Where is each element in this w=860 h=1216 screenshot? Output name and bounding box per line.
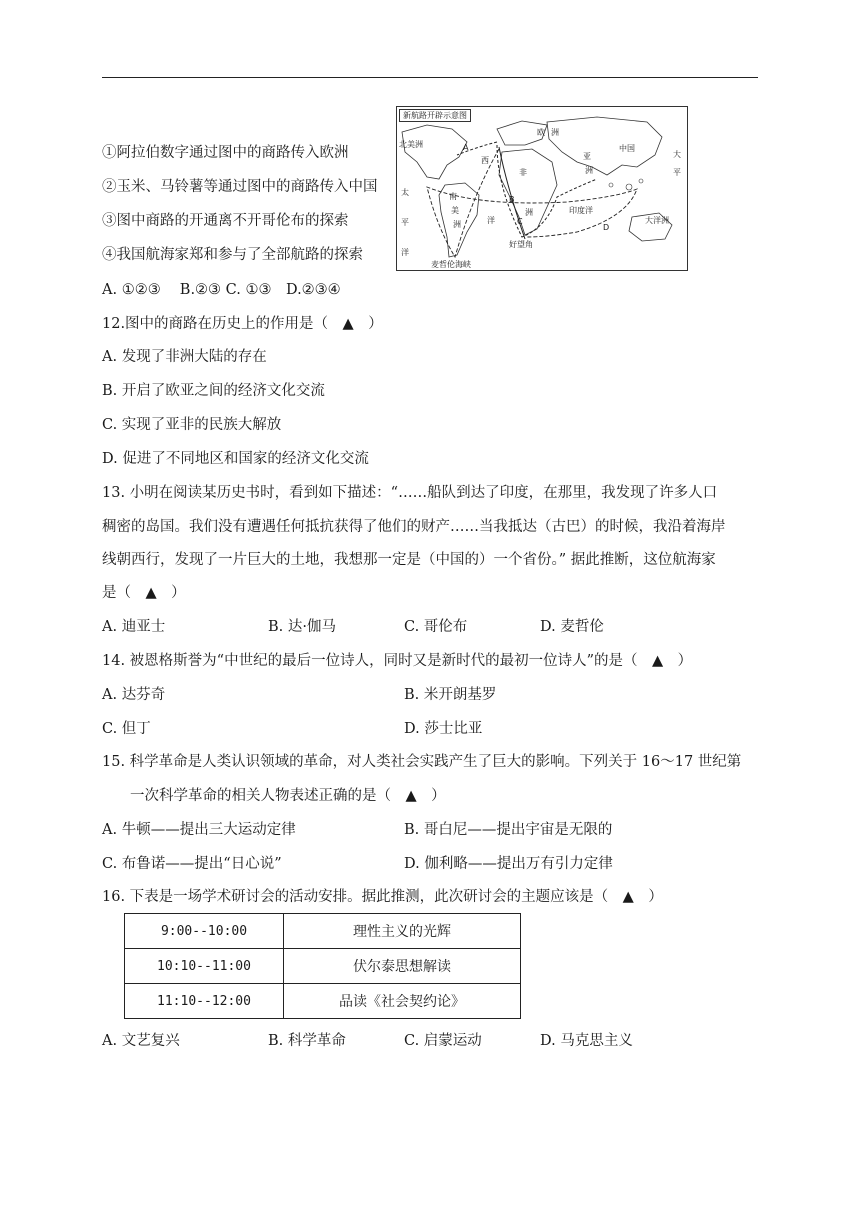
- map-route-c: C: [517, 217, 523, 226]
- table-row: [125, 949, 521, 984]
- q16-stem: 16. 下表是一场学术研讨会的活动安排。据此推测，此次研讨会的主题应该是（ ▲ ）: [102, 889, 663, 905]
- map-label-indian-ocean: 印度洋: [569, 206, 593, 215]
- q13-option-b: B. 达·伽马: [268, 619, 336, 635]
- statement-3: ③图中商路的开通离不开哥伦布的探索: [102, 213, 349, 229]
- map-label-africa-2: 洲: [525, 208, 533, 217]
- q13-option-a: A. 迪亚士: [102, 619, 166, 635]
- q16-option-a: A. 文艺复兴: [102, 1033, 180, 1049]
- q14-option-a: A. 达芬奇: [102, 687, 166, 703]
- map-label-south-1: 南: [449, 192, 457, 201]
- q15-option-b: B. 哥白尼——提出宇宙是无限的: [404, 822, 613, 838]
- map-label-pacific-2: 平: [401, 218, 409, 227]
- map-label-europe-2: 洲: [551, 128, 559, 137]
- schedule-topic: 品读《社会契约论》: [284, 984, 521, 1019]
- q16-option-b: B. 科学革命: [268, 1033, 346, 1049]
- map-label-north-america: 北美洲: [399, 140, 423, 149]
- q13-line-1: 13. 小明在阅读某历史书时，看到如下描述：“……船队到达了印度，在那里，我发现了许多人口: [102, 485, 718, 501]
- map-title: 新航路开辟示意图: [399, 109, 471, 122]
- map-label-europe-1: 欧: [537, 128, 545, 137]
- q13-option-d: D. 麦哲伦: [540, 619, 604, 635]
- q13-line-3: 线朝西行，发现了一片巨大的土地，我想那一定是（中国的）一个省份。” 据此推断，这位航海家: [102, 552, 716, 568]
- q12-option-d: D. 促进了不同地区和国家的经济文化交流: [102, 451, 369, 467]
- schedule-topic: 伏尔泰思想解读: [284, 949, 521, 984]
- q11-options: A. ①②③ B.②③ C. ①③ D.②③④: [102, 282, 341, 298]
- map-label-asia-2: 洲: [585, 166, 593, 175]
- schedule-time: 11:10--12:00: [125, 984, 284, 1019]
- schedule-topic: 理性主义的光辉: [284, 914, 521, 949]
- map-route-d: D: [603, 223, 610, 232]
- map-route-b: B: [509, 195, 515, 204]
- map-label-south-2: 美: [451, 206, 459, 215]
- statement-2: ②玉米、马铃薯等通过图中的商路传入中国: [102, 179, 378, 195]
- q13-option-c: C. 哥伦布: [404, 619, 468, 635]
- map-label-pacific-1: 太: [401, 188, 409, 197]
- q12-option-b: B. 开启了欧亚之间的经济文化交流: [102, 383, 325, 399]
- q16-option-d: D. 马克思主义: [540, 1033, 633, 1049]
- table-row: [125, 984, 521, 1019]
- schedule-time: 9:00--10:00: [125, 914, 284, 949]
- map-label-pacific-3: 洋: [401, 248, 409, 257]
- map-label-atlantic-1: 西: [481, 156, 489, 165]
- map-label-china: 中国: [619, 144, 635, 153]
- q12-option-a: A. 发现了非洲大陆的存在: [102, 349, 267, 365]
- q15-line-1: 15. 科学革命是人类认识领域的革命，对人类社会实践产生了巨大的影响。下列关于 16～17 世纪第: [102, 754, 742, 770]
- q14-option-d: D. 莎士比亚: [404, 721, 483, 737]
- map-label-pacific-east-1: 大: [673, 150, 681, 159]
- map-label-oceania: 大洋洲: [645, 216, 669, 225]
- q13-line-4: 是（ ▲ ）: [102, 585, 186, 601]
- q15-line-2: 一次科学革命的相关人物表述正确的是（ ▲ ）: [130, 788, 446, 804]
- q14-stem: 14. 被恩格斯誉为“中世纪的最后一位诗人，同时又是新时代的最初一位诗人”的是（ ▲ ）: [102, 653, 693, 669]
- q14-option-c: C. 但丁: [102, 721, 151, 737]
- q14-option-b: B. 米开朗基罗: [404, 687, 497, 703]
- map-route-a: A: [463, 143, 469, 152]
- statement-1: ①阿拉伯数字通过图中的商路传入欧洲: [102, 145, 349, 161]
- map-label-africa-1: 非: [519, 168, 527, 177]
- q12-option-c: C. 实现了亚非的民族大解放: [102, 417, 282, 433]
- statement-4: ④我国航海家郑和参与了全部航路的探索: [102, 247, 363, 263]
- q15-option-c: C. 布鲁诺——提出“日心说”: [102, 856, 282, 872]
- q15-option-a: A. 牛顿——提出三大运动定律: [102, 822, 296, 838]
- q13-line-2: 稠密的岛国。我们没有遭遇任何抵抗获得了他们的财产……当我抵达（古巴）的时候，我沿着海岸: [102, 519, 726, 535]
- map-label-asia-1: 亚: [583, 152, 591, 161]
- map-label-atlantic-2: 洋: [487, 216, 495, 225]
- q15-option-d: D. 伽利略——提出万有引力定律: [404, 856, 613, 872]
- schedule-table: [124, 913, 521, 1019]
- q12-stem: 12.图中的商路在历史上的作用是（ ▲ ）: [102, 316, 383, 332]
- map-label-magellan-strait: 麦哲伦海峡: [431, 260, 471, 269]
- schedule-time: 10:10--11:00: [125, 949, 284, 984]
- header-rule: [102, 77, 758, 78]
- map-label-cape: 好望角: [509, 240, 533, 249]
- table-row: [125, 914, 521, 949]
- q16-option-c: C. 启蒙运动: [404, 1033, 482, 1049]
- map-label-pacific-east-2: 平: [673, 168, 681, 177]
- new-sea-route-map: [396, 106, 688, 271]
- map-label-south-3: 洲: [453, 220, 461, 229]
